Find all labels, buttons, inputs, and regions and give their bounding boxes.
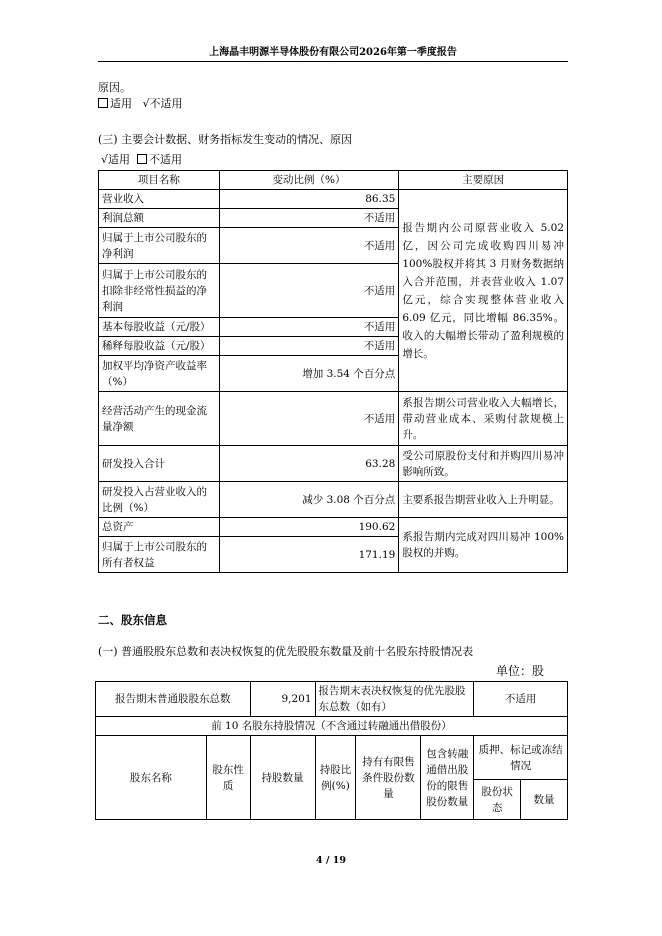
row-name: 研发投入占营业收入的比例（%） — [99, 482, 220, 518]
applicable-label: 适用 — [110, 97, 132, 110]
row-value: 增加 3.54 个百分点 — [219, 356, 399, 392]
preferred-label: 报告期末表决权恢复的优先股股东总数（如有） — [315, 682, 474, 717]
row-name: 归属于上市公司股东的净利润 — [99, 228, 220, 264]
applicability-line-1 — [98, 97, 183, 111]
row-name: 归属于上市公司股东的扣除非经常性损益的净利润 — [99, 264, 220, 318]
row-name: 经营活动产生的现金流量净额 — [99, 392, 220, 446]
unit-label: 单位：股 — [496, 664, 545, 678]
table-row — [99, 392, 568, 446]
row-name: 营业收入 — [99, 190, 220, 209]
col-status: 股份状态 — [474, 780, 521, 820]
col-count: 数量 — [521, 780, 568, 820]
table-row — [99, 482, 568, 518]
table-row — [99, 446, 568, 482]
checkbox-empty-icon — [137, 154, 147, 164]
row-value: 不适用 — [219, 318, 399, 337]
page-number: 4 / 19 — [316, 855, 346, 866]
row-name: 稀释每股收益（元/股） — [99, 337, 220, 356]
col-nature: 股东性质 — [206, 736, 250, 820]
summary-row — [96, 682, 568, 717]
page-header: 上海晶丰明源半导体股份有限公司2026年第一季度报告 — [209, 47, 457, 58]
not-applicable-label: 不适用 — [149, 153, 183, 166]
not-applicable-label: 不适用 — [149, 97, 183, 110]
table-row — [99, 190, 568, 209]
row-name: 基本每股收益（元/股） — [99, 318, 220, 337]
top10-title-row — [96, 717, 568, 736]
row-value: 171.19 — [219, 537, 399, 573]
row-value: 不适用 — [219, 264, 399, 318]
table-row — [99, 518, 568, 537]
header-divider — [98, 61, 568, 62]
row-value: 63.28 — [219, 446, 399, 482]
header-change-ratio: 变动比例（%） — [219, 171, 399, 190]
header-main-reason: 主要原因 — [399, 171, 568, 190]
col-ratio: 持股比例(%) — [315, 736, 356, 820]
reason-rnd-ratio: 主要系报告期营业收入上升明显。 — [399, 482, 568, 518]
section3-title: (三) 主要会计数据、财务指标发生变动的情况、原因 — [98, 133, 353, 146]
row-value: 不适用 — [219, 392, 399, 446]
check-mark-icon: √ — [142, 97, 150, 110]
col-name: 股东名称 — [96, 736, 207, 820]
col-pledge: 质押、标记或冻结情况 — [474, 736, 568, 780]
col-quantity: 持股数量 — [250, 736, 315, 820]
table-header-row — [99, 171, 568, 190]
col-restricted: 持有有限售条件股份数量 — [356, 736, 421, 820]
shareholder-table — [95, 681, 568, 820]
row-value: 不适用 — [219, 209, 399, 228]
part2-subtitle: (一) 普通股股东总数和表决权恢复的优先股股东数量及前十名股东持股情况表 — [98, 645, 474, 658]
row-value: 不适用 — [219, 337, 399, 356]
checkbox-empty-icon — [98, 98, 108, 108]
col-lent: 包含转融通借出股份的限售股份数量 — [421, 736, 474, 820]
check-mark-icon: √ — [101, 153, 109, 166]
preferred-value: 不适用 — [474, 682, 568, 717]
total-common-value: 9,201 — [250, 682, 315, 717]
reason-cashflow: 系报告期公司营业收入大幅增长，带动营业成本、采购付款规模上升。 — [399, 392, 568, 446]
reason-assets: 系报告期内完成对四川易冲 100%股权的并购。 — [399, 518, 568, 573]
row-name: 利润总额 — [99, 209, 220, 228]
top10-title: 前 10 名股东持股情况（不含通过转融通出借股份） — [96, 717, 568, 736]
row-value: 减少 3.08 个百分点 — [219, 482, 399, 518]
row-value: 86.35 — [219, 190, 399, 209]
reason-revenue: 报告期内公司原营业收入 5.02 亿，因公司完成收购四川易冲 100%股权并将其 3 月财务数据纳入合并范围，并表营业收入 1.07 亿元，综合实现整体营业收入 6.09 亿元，同比增幅 86.35%。收入的大幅增长带动了盈利规模的增长。 — [399, 190, 568, 392]
row-value: 不适用 — [219, 228, 399, 264]
reason-rnd: 受公司原股份支付和并购四川易冲影响所致。 — [399, 446, 568, 482]
applicability-line-2 — [101, 153, 182, 167]
row-value: 190.62 — [219, 518, 399, 537]
financial-change-table — [98, 170, 568, 573]
applicable-label: 适用 — [108, 153, 131, 166]
header-item-name: 项目名称 — [99, 171, 220, 190]
reason-tail: 原因。 — [98, 81, 131, 94]
row-name: 总资产 — [99, 518, 220, 537]
total-common-label: 报告期末普通股股东总数 — [96, 682, 251, 717]
part2-title: 二、股东信息 — [98, 613, 167, 627]
row-name: 加权平均净资产收益率（%） — [99, 356, 220, 392]
column-header-row — [96, 736, 568, 780]
row-name: 归属于上市公司股东的所有者权益 — [99, 537, 220, 573]
row-name: 研发投入合计 — [99, 446, 220, 482]
